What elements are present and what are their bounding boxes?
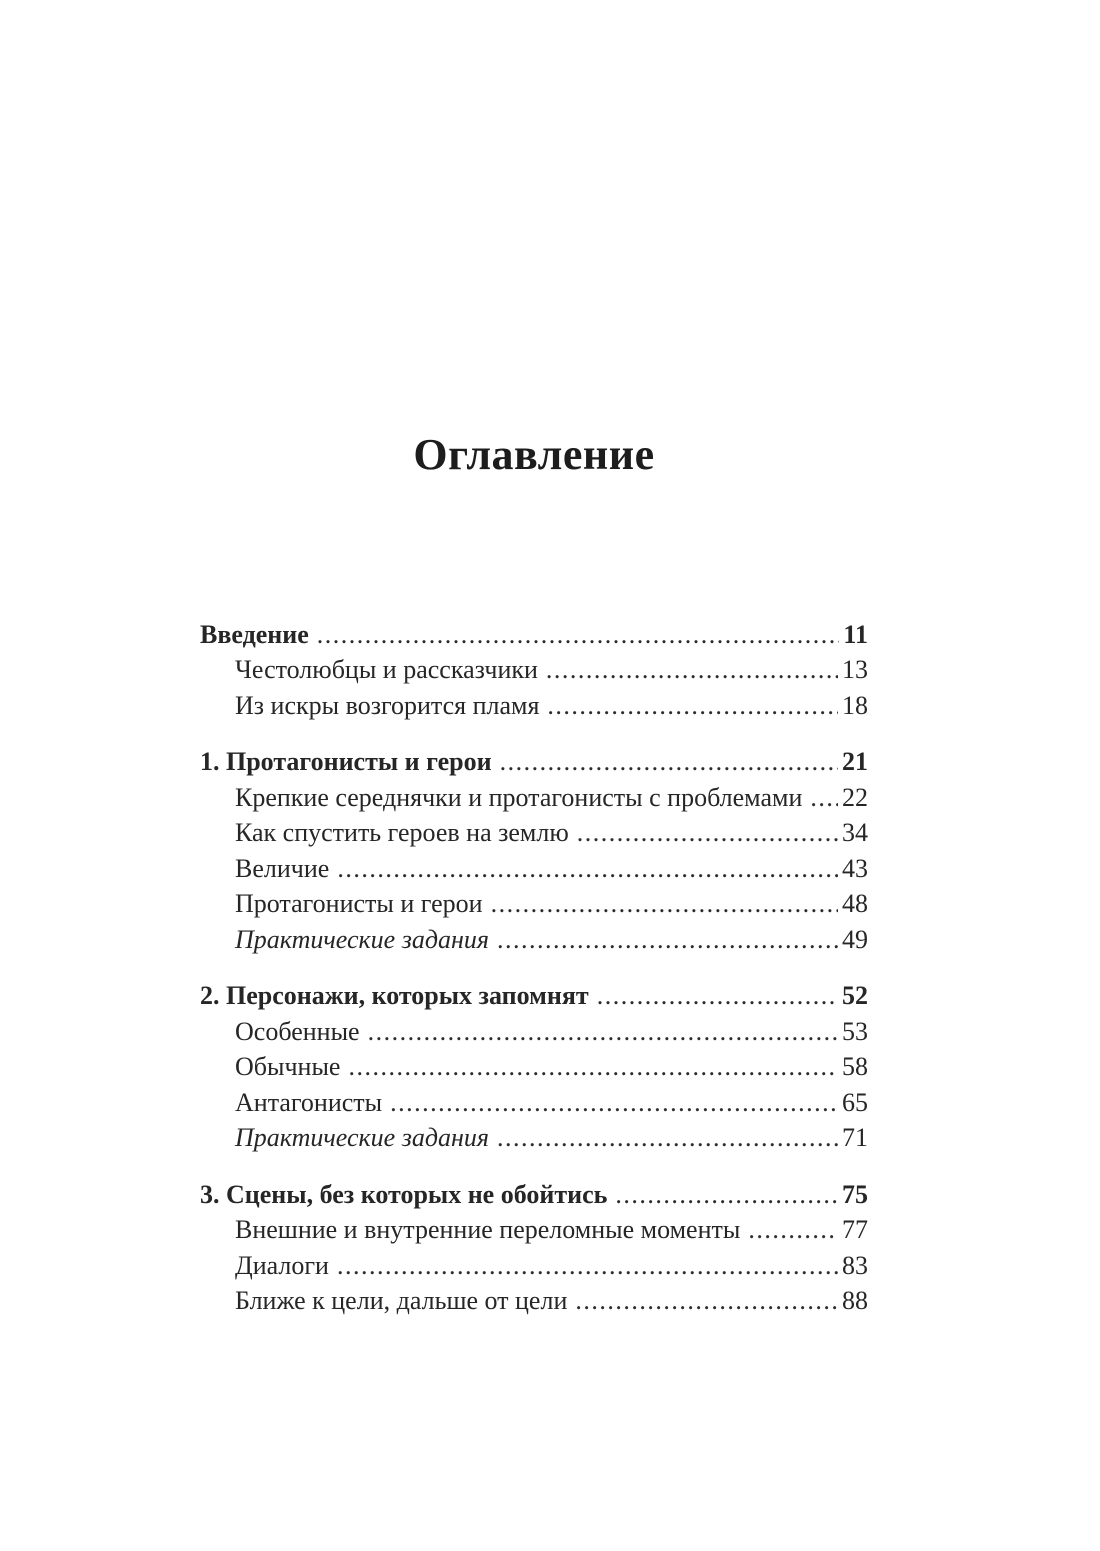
dot-leader	[546, 652, 838, 688]
toc-group	[200, 617, 868, 724]
dot-leader	[390, 1085, 838, 1121]
toc-entry-sub	[200, 1049, 868, 1085]
toc-entry-label: Как спустить героев на землю	[235, 818, 569, 848]
toc-entry-label: Особенные	[235, 1016, 360, 1046]
toc-entry-sub	[200, 1212, 868, 1248]
toc-entry-page-number: 71	[842, 1123, 868, 1153]
toc-group	[200, 978, 868, 1156]
toc-entry-label: Обычные	[235, 1052, 341, 1082]
toc-entry-page-number: 43	[842, 853, 868, 883]
dot-leader	[748, 1212, 838, 1248]
toc-entry-sub	[200, 851, 868, 887]
toc-entry-label: Внешние и внутренние переломные моменты	[235, 1215, 741, 1245]
dot-leader	[348, 1049, 838, 1085]
toc-entry-page-number: 21	[842, 747, 868, 777]
toc-entry-label: 3. Сцены, без которых не обойтись	[200, 1179, 608, 1209]
toc-entry-sub	[200, 922, 868, 958]
toc-entry-page-number: 77	[842, 1215, 868, 1245]
toc-entry-page-number: 83	[842, 1250, 868, 1280]
dot-leader	[491, 886, 838, 922]
toc-entry-label: Диалоги	[235, 1250, 329, 1280]
toc-group	[200, 744, 868, 957]
toc-entry-sub	[200, 780, 868, 816]
toc-entry-page-number: 22	[842, 782, 868, 812]
toc-entry-page-number: 34	[842, 818, 868, 848]
toc-entry-page-number: 75	[842, 1179, 868, 1209]
toc-entry-sub	[200, 688, 868, 724]
toc-entry-label: Практические задания	[235, 924, 489, 954]
toc-entry-page-number: 13	[842, 655, 868, 685]
toc-entry-page-number: 53	[842, 1016, 868, 1046]
dot-leader	[547, 688, 838, 724]
toc-entry-sub	[200, 1014, 868, 1050]
toc-entry-section	[200, 978, 868, 1014]
dot-leader	[497, 922, 838, 958]
toc-entry-sub	[200, 652, 868, 688]
toc-entry-sub	[200, 886, 868, 922]
toc-entry-section	[200, 1177, 868, 1213]
dot-leader	[337, 851, 838, 887]
toc-entry-sub	[200, 815, 868, 851]
dot-leader	[810, 780, 838, 816]
dot-leader	[337, 1248, 838, 1284]
toc-entry-sub	[200, 1248, 868, 1284]
dot-leader	[317, 617, 840, 653]
toc-entry-section	[200, 617, 868, 653]
toc-entry-page-number: 65	[842, 1087, 868, 1117]
toc-entry-sub	[200, 1120, 868, 1156]
toc-entry-label: Величие	[235, 853, 330, 883]
toc-entry-label: Протагонисты и герои	[235, 889, 483, 919]
dot-leader	[497, 1120, 838, 1156]
toc-entry-label: Введение	[200, 619, 309, 649]
toc-entry-page-number: 52	[842, 981, 868, 1011]
dot-leader	[577, 815, 838, 851]
toc-entry-section	[200, 744, 868, 780]
toc-entry-sub	[200, 1085, 868, 1121]
toc-group	[200, 1177, 868, 1319]
toc-entry-label: Крепкие середнячки и протагонисты с проблемами	[235, 782, 803, 812]
toc-entry-label: Антагонисты	[235, 1087, 383, 1117]
dot-leader	[597, 978, 838, 1014]
dot-leader	[575, 1283, 838, 1319]
toc-entry-label: 2. Персонажи, которых запомнят	[200, 981, 589, 1011]
toc-entry-label: Практические задания	[235, 1123, 489, 1153]
dot-leader	[500, 744, 838, 780]
toc-entry-page-number: 49	[842, 924, 868, 954]
toc-list	[200, 617, 868, 1319]
toc-entry-page-number: 18	[842, 690, 868, 720]
toc-entry-label: Честолюбцы и рассказчики	[235, 655, 538, 685]
toc-entry-page-number: 48	[842, 889, 868, 919]
toc-entry-page-number: 88	[842, 1286, 868, 1316]
toc-entry-label: Из искры возгорится пламя	[235, 690, 540, 720]
toc-entry-label: Ближе к цели, дальше от цели	[235, 1286, 568, 1316]
toc-entry-label: 1. Протагонисты и герои	[200, 747, 492, 777]
toc-entry-sub	[200, 1283, 868, 1319]
dot-leader	[615, 1177, 838, 1213]
dot-leader	[368, 1014, 838, 1050]
toc-entry-page-number: 58	[842, 1052, 868, 1082]
toc-content	[200, 430, 868, 1319]
page-title: Оглавление	[413, 430, 655, 479]
toc-entry-page-number: 11	[843, 619, 868, 649]
